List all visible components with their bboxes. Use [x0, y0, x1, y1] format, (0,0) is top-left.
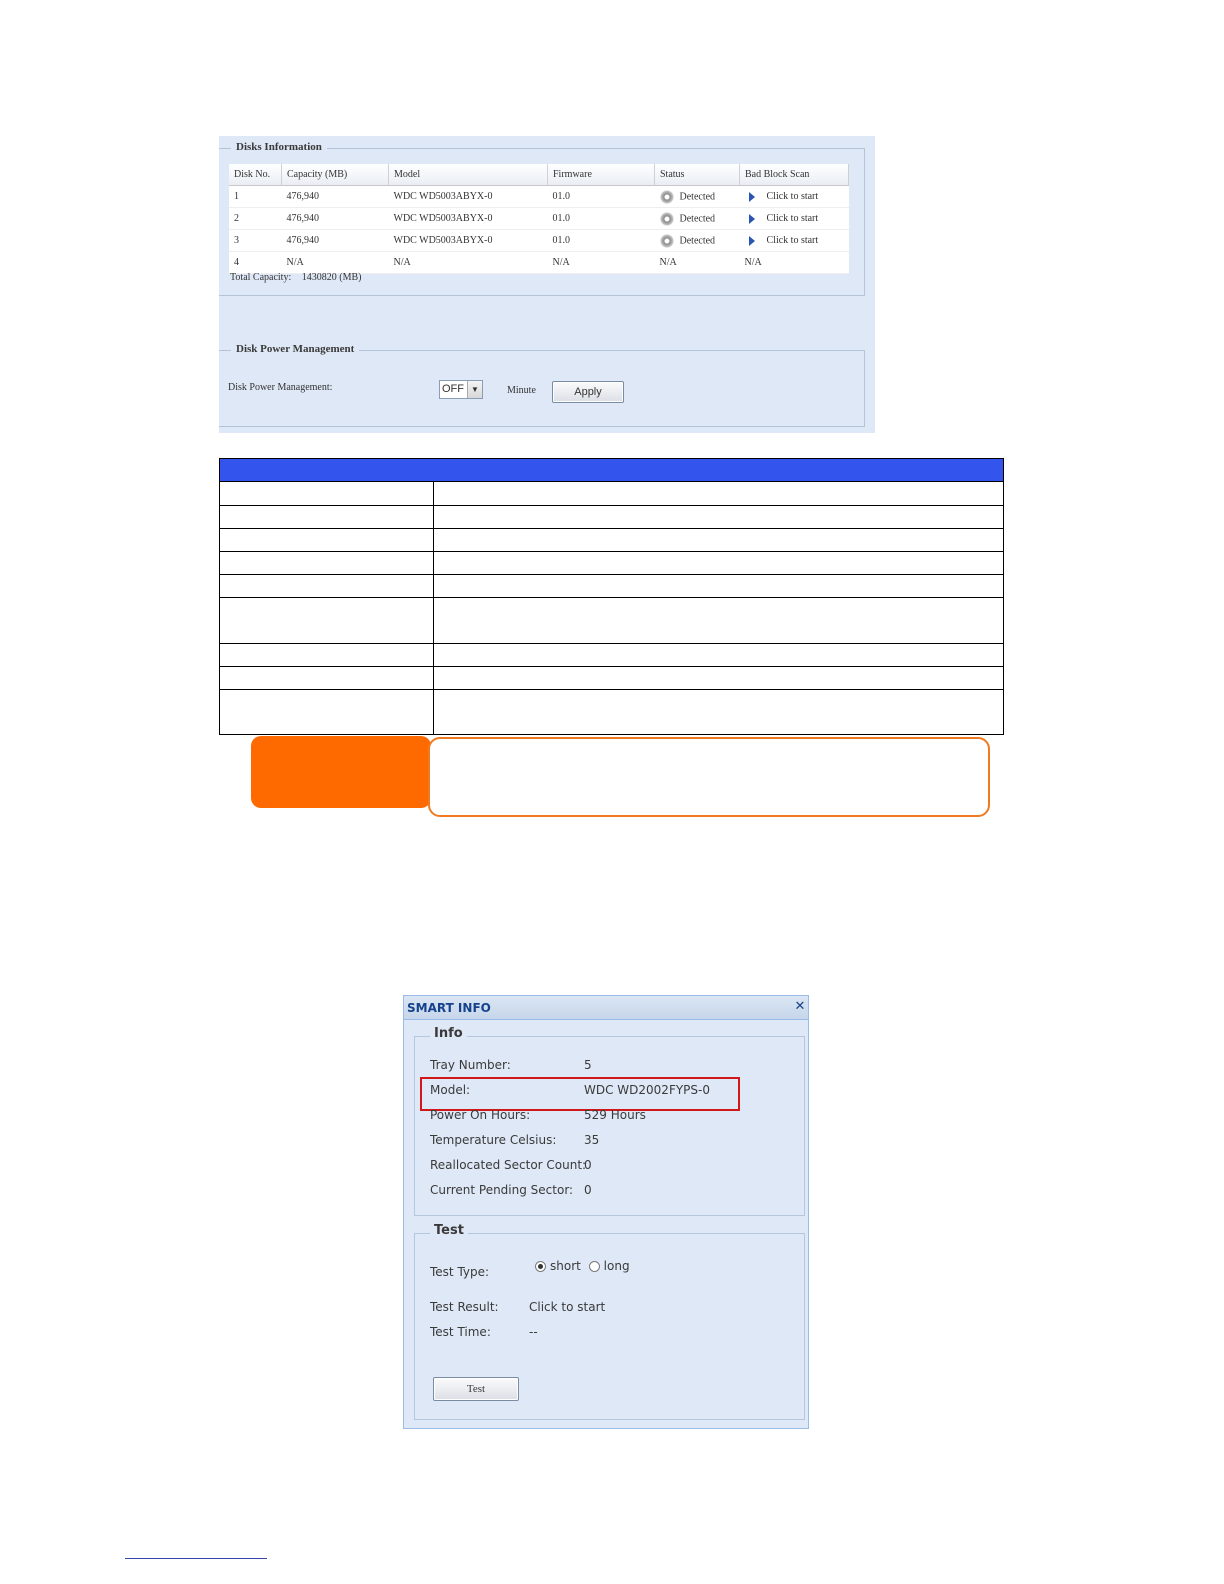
test-result-value[interactable]: Click to start	[529, 1300, 606, 1314]
disk-power-legend: Disk Power Management	[231, 343, 359, 355]
table-row	[220, 482, 1004, 506]
disk-model: WDC WD5003ABYX-0	[389, 230, 548, 252]
disk-firmware: 01.0	[548, 230, 655, 252]
status-text: Detected	[679, 212, 716, 224]
radio-long[interactable]	[589, 1261, 600, 1272]
table-row	[220, 506, 1004, 529]
disk-scan: N/A	[740, 252, 849, 274]
radio-short[interactable]	[535, 1261, 546, 1272]
temperature-value: 35	[584, 1133, 600, 1147]
disks-information-panel	[219, 136, 875, 433]
option-long-label: long	[603, 1259, 630, 1273]
tray-number-label: Tray Number:	[430, 1058, 511, 1072]
play-icon[interactable]	[749, 192, 755, 202]
disk-status[interactable]	[655, 186, 740, 208]
scan-link[interactable]: Click to start	[766, 191, 819, 202]
disks-information-legend: Disks Information	[231, 141, 327, 153]
disk-no: 4	[229, 252, 282, 274]
test-button[interactable]: Test	[433, 1377, 519, 1401]
disk-firmware: N/A	[548, 252, 655, 274]
disk-capacity: 476,940	[282, 230, 389, 252]
col-status[interactable]: Status	[655, 164, 740, 186]
minute-label: Minute	[507, 385, 536, 396]
status-text: Detected	[679, 234, 716, 246]
table-row	[220, 552, 1004, 575]
col-bad-block-scan[interactable]: Bad Block Scan	[740, 164, 849, 186]
disk-firmware: 01.0	[548, 186, 655, 208]
gear-icon[interactable]	[660, 212, 674, 226]
disk-capacity: N/A	[282, 252, 389, 274]
test-result-label: Test Result:	[430, 1300, 499, 1314]
table-row[interactable]	[229, 186, 849, 208]
total-capacity-value: 1430820 (MB)	[301, 272, 362, 283]
col-disk-no[interactable]: Disk No.	[229, 164, 282, 186]
table-row[interactable]	[229, 230, 849, 252]
table-header-bar	[220, 459, 1004, 482]
play-icon[interactable]	[749, 236, 755, 246]
test-time-value: --	[529, 1325, 538, 1339]
pending-sector-value: 0	[584, 1183, 592, 1197]
info-legend: Info	[430, 1026, 467, 1041]
disk-model: N/A	[389, 252, 548, 274]
pending-sector-label: Current Pending Sector:	[430, 1183, 574, 1197]
disk-status: N/A	[655, 252, 740, 274]
model-value: WDC WD2002FYPS-0	[584, 1083, 710, 1097]
col-model[interactable]: Model	[389, 164, 548, 186]
total-capacity	[230, 272, 369, 283]
chevron-down-icon[interactable]: ▼	[467, 381, 482, 398]
disk-scan[interactable]	[740, 208, 849, 230]
col-firmware[interactable]: Firmware	[548, 164, 655, 186]
table-row	[220, 690, 1004, 735]
disks-table	[229, 164, 849, 274]
table-row	[220, 529, 1004, 552]
scan-link[interactable]: Click to start	[766, 235, 819, 246]
tray-number-value: 5	[584, 1058, 592, 1072]
disk-no: 3	[229, 230, 282, 252]
power-on-hours-value: 529 Hours	[584, 1108, 646, 1122]
reallocated-sector-label: Reallocated Sector Count:	[430, 1158, 587, 1172]
option-short-label: short	[550, 1259, 581, 1273]
power-on-hours-label: Power On Hours:	[430, 1108, 531, 1122]
temperature-label: Temperature Celsius:	[430, 1133, 557, 1147]
apply-button[interactable]: Apply	[552, 381, 624, 403]
disk-no: 1	[229, 186, 282, 208]
disk-capacity: 476,940	[282, 208, 389, 230]
disk-capacity: 476,940	[282, 186, 389, 208]
smart-info-dialog	[403, 995, 809, 1429]
play-icon[interactable]	[749, 214, 755, 224]
disk-status[interactable]	[655, 230, 740, 252]
gear-icon[interactable]	[660, 190, 674, 204]
total-capacity-label: Total Capacity:	[230, 272, 292, 283]
footer-link-underline[interactable]	[125, 1558, 267, 1559]
table-row	[220, 667, 1004, 690]
disk-power-label: Disk Power Management:	[228, 382, 333, 393]
gear-icon[interactable]	[660, 234, 674, 248]
status-text: Detected	[679, 190, 716, 202]
power-timeout-value: OFF	[442, 383, 464, 395]
disk-model: WDC WD5003ABYX-0	[389, 186, 548, 208]
disk-no: 2	[229, 208, 282, 230]
close-icon[interactable]: ✕	[794, 999, 806, 1014]
disk-firmware: 01.0	[548, 208, 655, 230]
test-type-options	[535, 1259, 630, 1273]
power-timeout-select[interactable]	[439, 380, 483, 399]
test-legend: Test	[430, 1223, 468, 1238]
table-row	[220, 644, 1004, 667]
reallocated-sector-value: 0	[584, 1158, 592, 1172]
disk-scan[interactable]	[740, 230, 849, 252]
table-row[interactable]	[229, 252, 849, 274]
disk-model: WDC WD5003ABYX-0	[389, 208, 548, 230]
disk-status[interactable]	[655, 208, 740, 230]
table-row	[220, 598, 1004, 644]
test-time-label: Test Time:	[430, 1325, 491, 1339]
note-tab	[251, 736, 431, 808]
table-row	[220, 575, 1004, 598]
col-capacity[interactable]: Capacity (MB)	[282, 164, 389, 186]
model-label: Model:	[430, 1083, 471, 1097]
disks-table-header	[229, 164, 849, 186]
table-row[interactable]	[229, 208, 849, 230]
test-type-label: Test Type:	[430, 1265, 490, 1279]
dialog-title: SMART INFO	[404, 996, 808, 1020]
scan-link[interactable]: Click to start	[766, 213, 819, 224]
disk-scan[interactable]	[740, 186, 849, 208]
description-table	[219, 458, 1004, 735]
note-box	[428, 737, 990, 817]
